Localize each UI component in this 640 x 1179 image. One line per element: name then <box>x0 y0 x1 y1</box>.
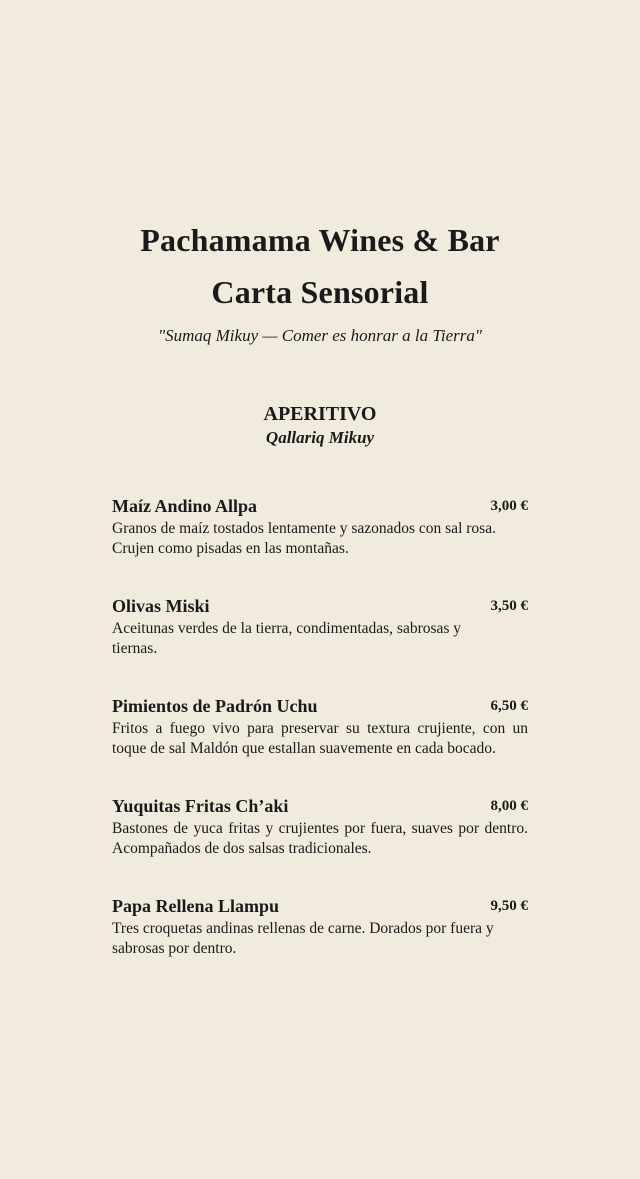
menu-item-name: Olivas Miski <box>112 596 210 616</box>
menu-item <box>112 794 528 859</box>
menu-item-header <box>112 694 528 718</box>
section-title: APERITIVO <box>263 403 377 425</box>
menu-item-header <box>112 894 528 918</box>
menu-item-header <box>112 794 528 818</box>
menu-motto: "Sumaq Mikuy — Comer es honrar a la Tierra" <box>157 326 483 345</box>
menu-item-header <box>112 494 528 518</box>
menu-item-name: Pimientos de Padrón Uchu <box>112 696 318 716</box>
menu-item <box>112 594 528 659</box>
restaurant-name: Pachamama Wines & Bar <box>140 222 500 258</box>
menu-item-description: Bastones de yuca fritas y crujientes por fuera, suaves por dentro. Acompañados de dos salsas tradicionales. <box>112 820 528 857</box>
menu-item-description: Fritos a fuego vivo para preservar su textura crujiente, con un toque de sal Maldón que estallan suavemente en cada bocado. <box>112 720 528 757</box>
menu-item-description: Tres croquetas andinas rellenas de carne. Dorados por fuera y sabrosas por dentro. <box>112 920 494 957</box>
menu-item-description: Granos de maíz tostados lentamente y sazonados con sal rosa. Crujen como pisadas en las montañas. <box>112 520 496 557</box>
menu-item-price: 9,50 € <box>490 898 528 914</box>
menu-item-description: Aceitunas verdes de la tierra, condimentadas, sabrosas y tiernas. <box>112 620 462 657</box>
menu-item-price: 8,00 € <box>490 798 528 814</box>
menu-item-name: Papa Rellena Llampu <box>112 896 280 916</box>
menu-item-name: Maíz Andino Allpa <box>112 496 258 516</box>
menu-item-price: 3,50 € <box>490 598 528 614</box>
menu-item <box>112 694 528 759</box>
menu-item <box>112 894 528 959</box>
menu-item <box>112 494 528 559</box>
menu-item-header <box>112 594 528 618</box>
menu-item-price: 6,50 € <box>490 698 528 714</box>
section-subtitle: Qallariq Mikuy <box>265 428 375 447</box>
menu-title: Carta Sensorial <box>211 274 429 310</box>
menu-item-name: Yuquitas Fritas Ch’aki <box>112 796 289 816</box>
menu-item-price: 3,00 € <box>490 498 528 514</box>
